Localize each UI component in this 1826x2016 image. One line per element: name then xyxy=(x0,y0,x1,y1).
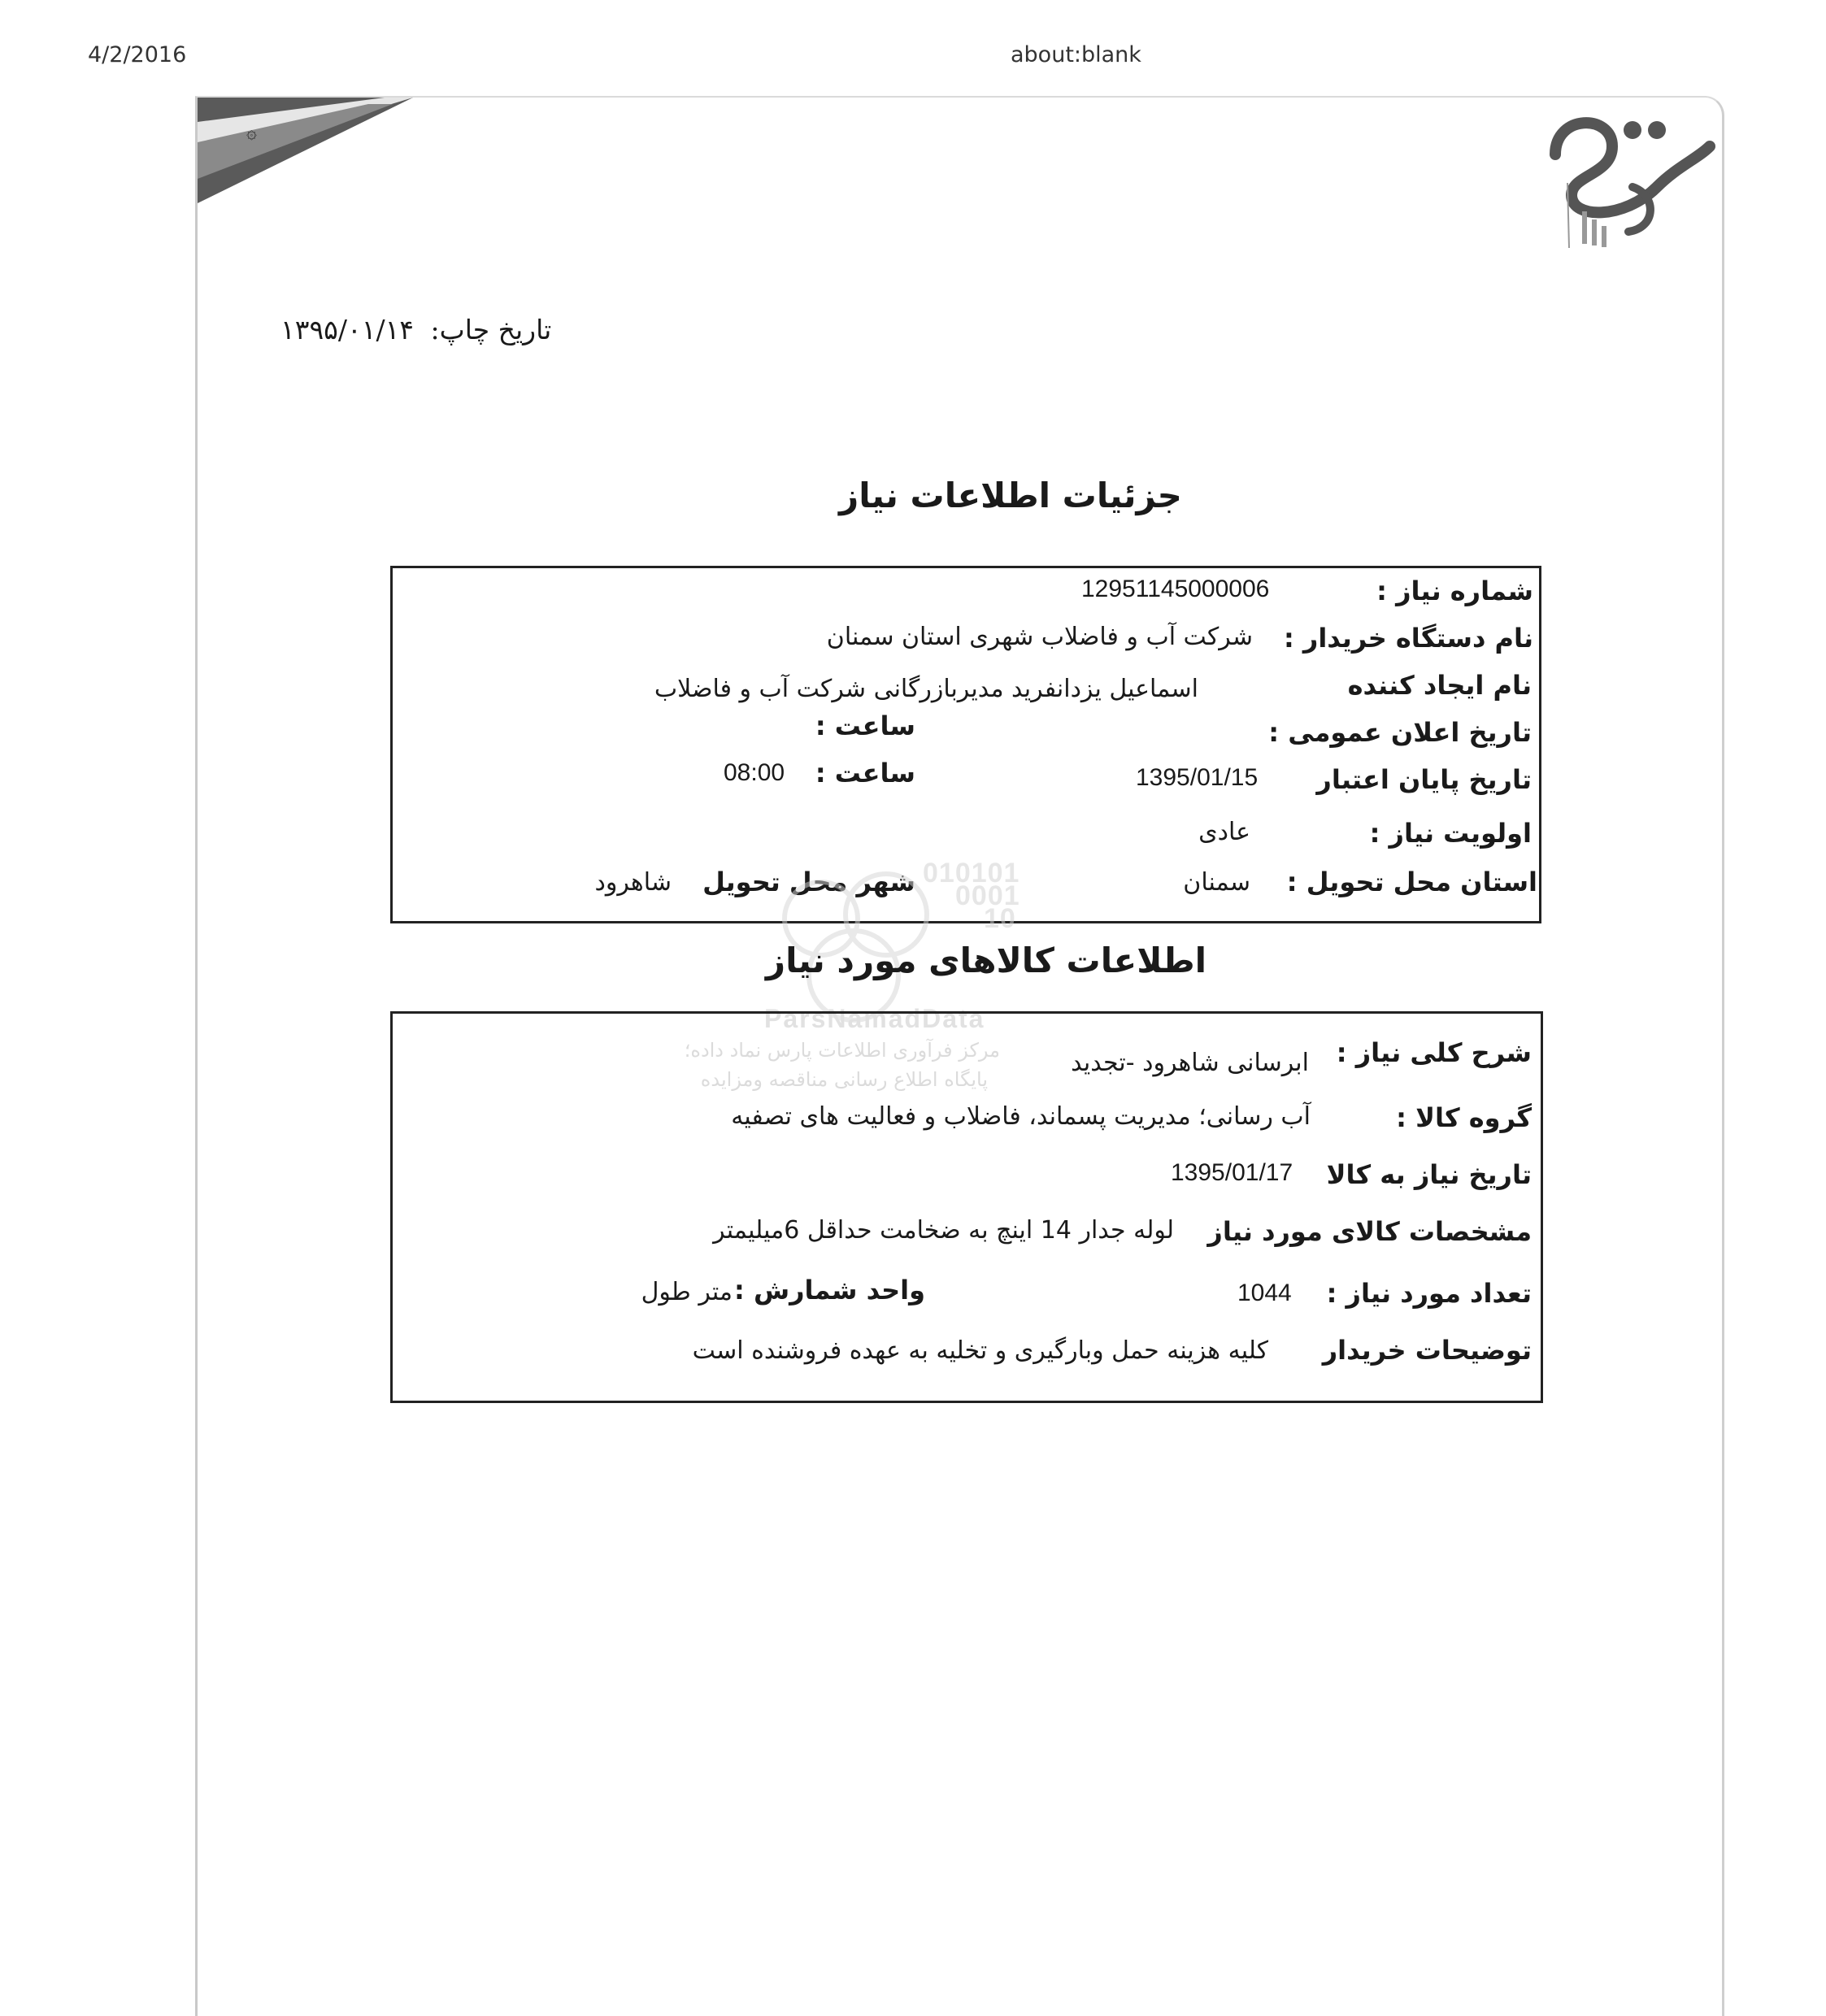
delivery-province-value: سمنان xyxy=(1183,868,1250,897)
general-description-value: ابرسانی شاهرود -تجدید xyxy=(1071,1049,1309,1077)
validity-date-label: تاریخ پایان اعتبار xyxy=(1316,764,1532,795)
print-date-value: ۱۳۹۵/۰۱/۱۴ xyxy=(280,314,415,345)
buyer-label: نام دستگاه خریدار : xyxy=(1283,623,1533,654)
priority-value: عادی xyxy=(1198,818,1250,846)
delivery-city-value: شاهرود xyxy=(594,868,672,897)
buyer-notes-value: کلیه هزینه حمل وبارگیری و تخلیه به عهده فروشنده است xyxy=(692,1336,1268,1365)
delivery-city-label: شهر محل تحویل xyxy=(702,867,915,897)
validity-time-label: ساعت : xyxy=(815,758,915,789)
watermark-line-2: پایگاه اطلاع رسانی مناقصه ومزایده xyxy=(700,1068,988,1091)
goods-group-value: آب رسانی؛ مدیریت پسماند، فاضلاب و فعالیت های تصفیه xyxy=(731,1102,1311,1131)
watermark-line-1: مرکز فرآوری اطلاعات پارس نماد داده؛ xyxy=(684,1039,1000,1062)
announce-date-label: تاریخ اعلان عمومی : xyxy=(1268,717,1532,748)
watermark-bits-2: 0001 xyxy=(955,880,1020,911)
print-header-date: 4/2/2016 xyxy=(88,42,187,67)
watermark-brand: ParsNamadData xyxy=(764,1004,985,1033)
priority-label: اولویت نیاز : xyxy=(1369,818,1532,849)
required-quantity-value: 1044 xyxy=(1237,1280,1292,1306)
goods-need-date-label: تاریخ نیاز به کالا xyxy=(1326,1159,1532,1190)
required-goods-title: اطلاعات کالاهای مورد نیاز xyxy=(765,941,1207,980)
watermark-bits-1: 010101 xyxy=(923,858,1020,889)
creator-value: اسماعیل یزدانفرید مدیربازرگانی شرکت آب و فاضلاب xyxy=(654,675,1198,703)
count-unit-value: متر طول xyxy=(641,1278,733,1306)
need-details-title: جزئیات اطلاعات نیاز xyxy=(839,476,1182,515)
setad-logo-icon xyxy=(1535,98,1722,260)
validity-date-value: 1395/01/15 xyxy=(1136,764,1259,791)
buyer-value: شرکت آب و فاضلاب شهری استان سمنان xyxy=(826,623,1253,651)
svg-text:۞: ۞ xyxy=(246,123,257,143)
goods-group-label: گروه کالا : xyxy=(1396,1102,1532,1133)
buyer-notes-label: توضیحات خریدار xyxy=(1322,1335,1532,1366)
goods-spec-label: مشخصات کالای مورد نیاز xyxy=(1207,1216,1532,1247)
need-number-label: شماره نیاز : xyxy=(1376,576,1533,606)
print-header-url: about:blank xyxy=(1011,42,1141,67)
validity-time-value: 08:00 xyxy=(724,759,785,786)
general-description-label: شرح کلی نیاز : xyxy=(1336,1037,1532,1068)
goods-need-date-value: 1395/01/17 xyxy=(1171,1159,1293,1186)
print-date xyxy=(280,314,551,345)
required-quantity-label: تعداد مورد نیاز : xyxy=(1326,1278,1532,1309)
creator-label: نام ایجاد کننده xyxy=(1347,670,1532,701)
watermark-bits-3: 10 xyxy=(984,903,1016,934)
announce-time-label: ساعت : xyxy=(815,710,915,741)
delivery-province-label: استان محل تحویل : xyxy=(1286,867,1537,897)
need-number-value: 12951145000006 xyxy=(1081,576,1270,602)
count-unit-label: واحد شمارش : xyxy=(734,1275,925,1306)
iran-emblem-banner-icon xyxy=(198,98,425,219)
print-date-label: تاریخ چاپ: xyxy=(430,314,552,345)
goods-spec-value: لوله جدار 14 اینچ به ضخامت حداقل 6میلیمتر xyxy=(713,1216,1174,1245)
